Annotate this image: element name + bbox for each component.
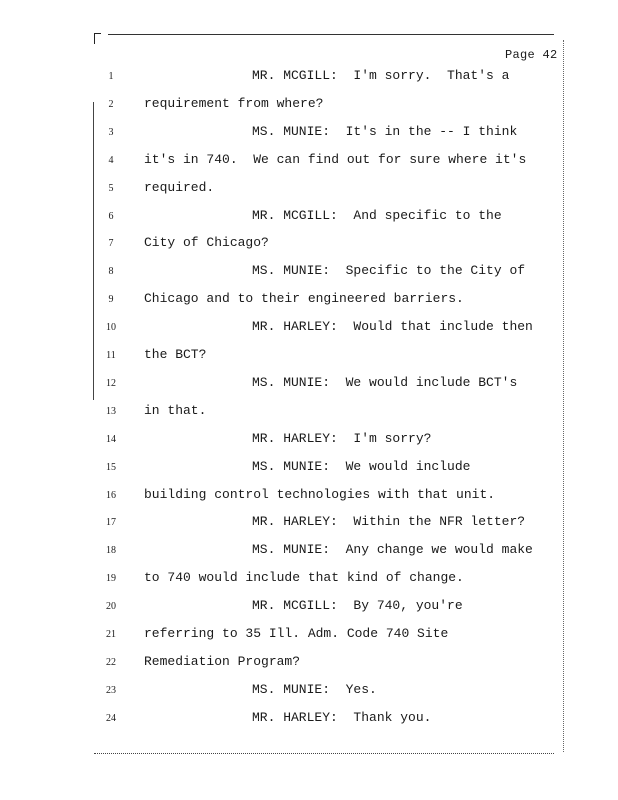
- line-number: 3: [108, 126, 114, 138]
- line-number: 18: [106, 545, 116, 557]
- transcript-line: [0, 235, 560, 253]
- line-number: 7: [108, 238, 114, 250]
- transcript-line: [0, 124, 560, 142]
- line-number: 12: [106, 377, 116, 389]
- line-text: MR. HARLEY: Within the NFR letter?: [252, 514, 526, 530]
- transcript-line: [0, 375, 560, 393]
- transcript-line: [0, 319, 560, 337]
- transcript-line: [0, 180, 560, 198]
- line-text: Chicago and to their engineered barriers.: [144, 291, 464, 307]
- line-text: to 740 would include that kind of change.: [144, 570, 464, 586]
- line-number: 4: [108, 154, 114, 166]
- line-number: 15: [106, 461, 116, 473]
- bottom-rule: [94, 753, 554, 754]
- line-number: 20: [106, 601, 116, 613]
- transcript-line: [0, 152, 560, 170]
- line-number: 9: [108, 294, 114, 306]
- line-number: 2: [108, 98, 114, 110]
- right-margin-rule: [563, 40, 564, 752]
- transcript-line: [0, 514, 560, 532]
- line-number: 23: [106, 684, 116, 696]
- line-number: 1: [108, 71, 114, 82]
- transcript-line: [0, 263, 560, 281]
- line-number: 22: [106, 656, 116, 668]
- line-text: it's in 740. We can find out for sure where it's: [144, 151, 527, 167]
- line-text: MR. HARLEY: Would that include then: [252, 319, 533, 335]
- transcript-line: [0, 598, 560, 616]
- line-text: MR. HARLEY: Thank you.: [252, 709, 432, 725]
- corner-mark: [94, 33, 101, 44]
- line-text: MS. MUNIE: Any change we would make: [252, 542, 533, 558]
- line-number: 19: [106, 573, 116, 585]
- line-text: Remediation Program?: [144, 653, 301, 669]
- line-number: 5: [108, 182, 114, 194]
- line-text: the BCT?: [144, 347, 207, 362]
- line-text: referring to 35 Ill. Adm. Code 740 Site: [144, 626, 449, 641]
- line-number: 16: [106, 489, 116, 501]
- transcript-line: [0, 710, 560, 728]
- line-text: building control technologies with that unit.: [144, 486, 496, 502]
- page-number: Page 42: [505, 48, 558, 62]
- line-number: 11: [106, 350, 116, 361]
- line-number: 24: [106, 712, 116, 724]
- transcript-line: [0, 291, 560, 309]
- line-text: requirement from where?: [144, 95, 324, 111]
- transcript-line: [0, 542, 560, 560]
- line-text: MR. HARLEY: I'm sorry?: [252, 430, 432, 446]
- transcript-line: [0, 68, 560, 86]
- line-number: 10: [106, 322, 116, 334]
- line-number: 8: [108, 266, 114, 278]
- transcript-line: [0, 626, 560, 644]
- line-text: required.: [144, 179, 215, 195]
- line-number: 13: [106, 405, 116, 417]
- line-text: MS. MUNIE: We would include: [252, 458, 471, 474]
- line-text: MS. MUNIE: Yes.: [252, 681, 377, 697]
- transcript-line: [0, 682, 560, 700]
- top-rule: [108, 34, 554, 35]
- transcript-line: [0, 96, 560, 114]
- line-number: 6: [108, 210, 114, 222]
- transcript-line: [0, 431, 560, 449]
- line-number: 14: [106, 433, 116, 445]
- transcript-line: [0, 487, 560, 505]
- line-text: MR. MCGILL: By 740, you're: [252, 598, 463, 614]
- line-text: MR. MCGILL: I'm sorry. That's a: [252, 68, 510, 83]
- line-text: MS. MUNIE: It's in the -- I think: [252, 123, 518, 139]
- line-text: MS. MUNIE: We would include BCT's: [252, 374, 518, 390]
- transcript-line: [0, 459, 560, 477]
- transcript-line: [0, 570, 560, 588]
- line-number: 21: [106, 629, 116, 640]
- transcript-line: [0, 654, 560, 672]
- transcript-line: [0, 208, 560, 226]
- transcript-line: [0, 347, 560, 365]
- line-text: in that.: [144, 402, 207, 418]
- line-text: MR. MCGILL: And specific to the: [252, 207, 502, 223]
- line-number: 17: [106, 517, 116, 529]
- line-text: MS. MUNIE: Specific to the City of: [252, 263, 526, 279]
- line-text: City of Chicago?: [144, 235, 269, 251]
- transcript-line: [0, 403, 560, 421]
